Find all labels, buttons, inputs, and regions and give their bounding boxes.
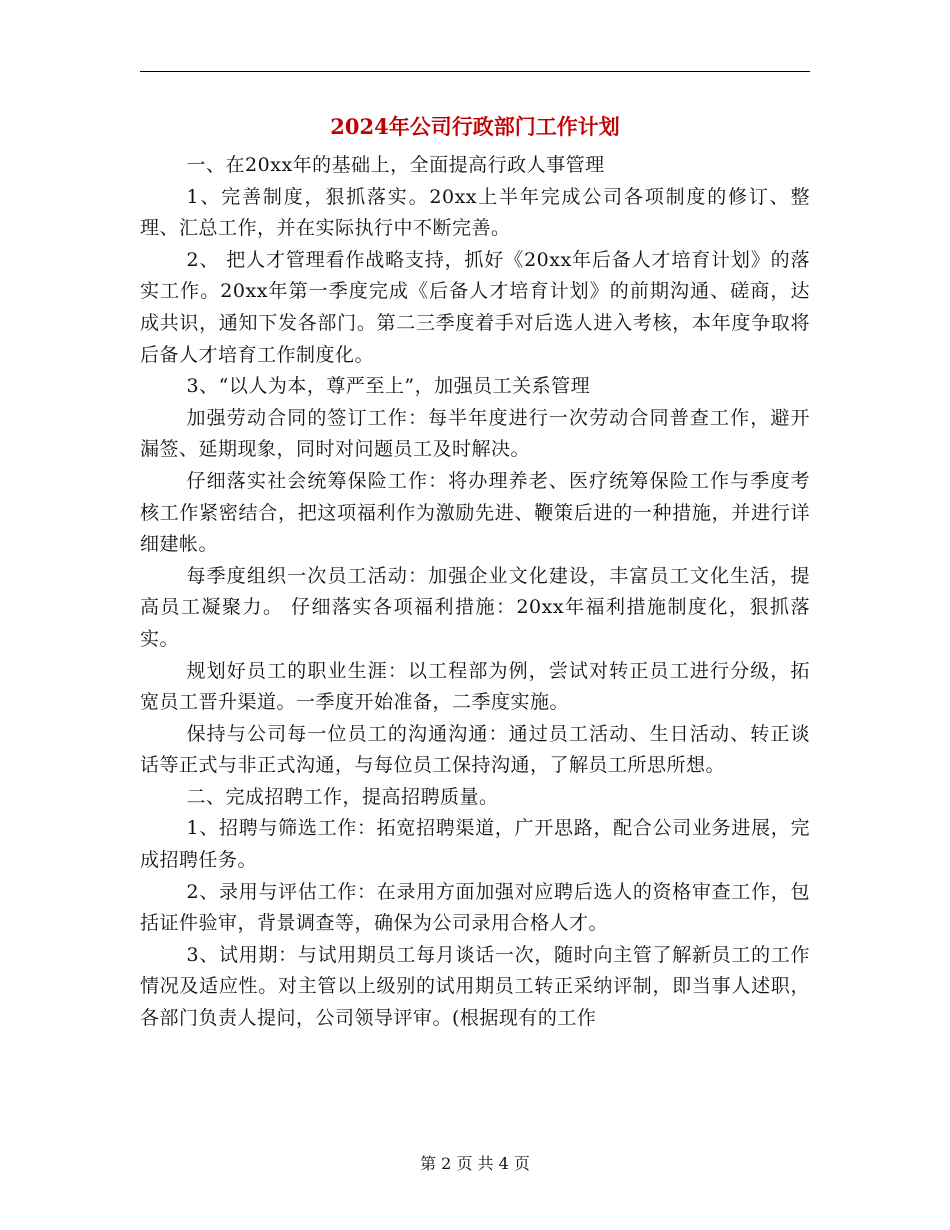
paragraph-3: 3、“以人为本，尊严至上”，加强员工关系管理 [186,375,591,398]
page-footer: 第 2 页 共 4 页 [420,1154,530,1173]
document-body [140,150,810,1035]
paragraph-6: 每季度组织一次员工活动：加强企业文化建设，丰富员工文化生活，提高员工凝聚力。 仔细落实各项福利措施：20xx年福利措施制度化，狠抓落实。 [140,564,810,650]
paragraph-2: 2、 把人才管理看作战略支持，抓好《20xx年后备人才培育计划》的落实工作。20xx年第一季度完成《后备人才培育计划》的前期沟通、磋商，达成共识，通知下发各部门。第二三季度着手对后选人进入考核，本年度争取将后备人才培育工作制度化。 [140,248,810,366]
paragraph-1: 1、完善制度，狠抓落实。20xx上半年完成公司各项制度的修订、整理、汇总工作，并在实际执行中不断完善。 [140,185,810,240]
paragraph-4: 加强劳动合同的签订工作：每半年度进行一次劳动合同普查工作，避开漏签、延期现象，同时对问题员工及时解决。 [140,406,810,461]
document-title: 2024年公司行政部门工作计划 [330,114,620,139]
paragraph-11: 3、试用期：与试用期员工每月谈话一次，随时向主管了解新员工的工作情况及适应性。对主管以上级别的试用期员工转正采纳评制，即当事人述职，各部门负责人提问，公司领导评审。(根据现有的工作 [140,943,810,1030]
paragraph-10: 2、录用与评估工作：在录用方面加强对应聘后选人的资格审查工作，包括证件验审，背景调查等，确保为公司录用合格人才。 [140,880,810,935]
paragraph-7: 规划好员工的职业生涯：以工程部为例，尝试对转正员工进行分级，拓宽员工晋升渠道。一季度开始准备，二季度实施。 [140,659,810,714]
paragraph-9: 1、招聘与筛选工作：拓宽招聘渠道，广开思路，配合公司业务进展，完成招聘任务。 [140,817,810,872]
paragraph-8: 保持与公司每一位员工的沟通沟通：通过员工活动、生日活动、转正谈话等正式与非正式沟通，与每位员工保持沟通，了解员工所思所想。 [140,722,810,777]
section-heading-2: 二、完成招聘工作，提高招聘质量。 [186,785,499,808]
header-rule [140,71,810,72]
section-heading-1: 一、在20xx年的基础上，全面提高行政人事管理 [186,154,605,176]
paragraph-5: 仔细落实社会统筹保险工作：将办理养老、医疗统筹保险工作与季度考核工作紧密结合，把这项福利作为激励先进、鞭策后进的一种措施，并进行详细建帐。 [140,469,810,556]
